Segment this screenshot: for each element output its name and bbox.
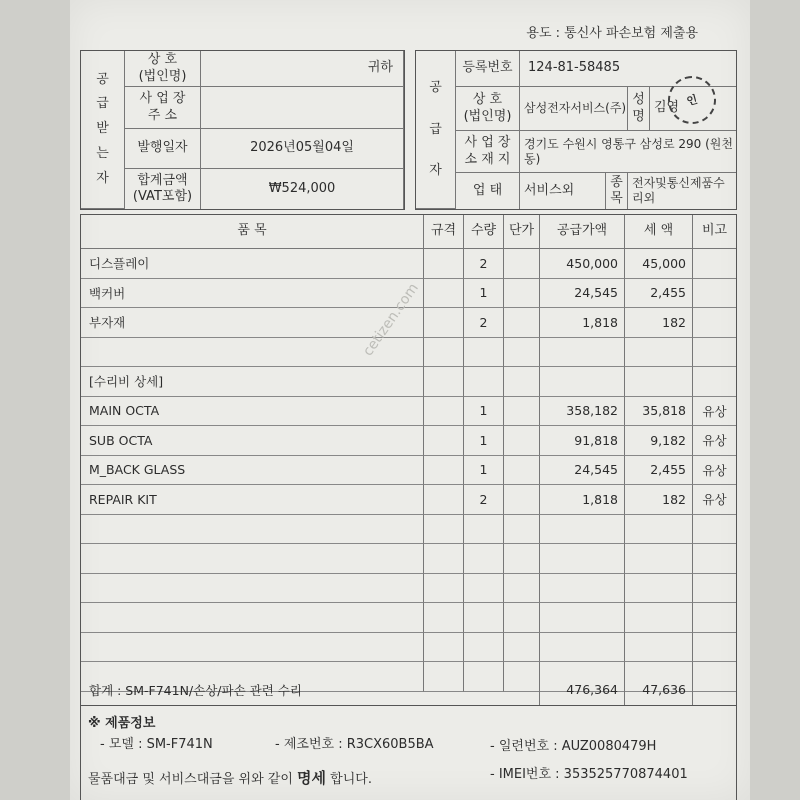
- row-note: [693, 249, 736, 279]
- row-spec: [424, 308, 464, 338]
- total-note: [693, 674, 736, 705]
- row-spec: [424, 338, 464, 368]
- row-supply: [540, 367, 625, 397]
- row-supply: [540, 574, 625, 604]
- table-row: [81, 515, 736, 545]
- row-supply: 24,545: [540, 279, 625, 309]
- row-spec: [424, 544, 464, 574]
- table-row: [81, 249, 736, 279]
- total-tax: 47,636: [625, 674, 693, 705]
- row-note: [693, 574, 736, 604]
- row-qty: 1: [464, 456, 504, 486]
- supplier-type-value: 서비스외: [520, 173, 606, 209]
- row-supply: [540, 338, 625, 368]
- row-unit: [504, 603, 540, 633]
- row-item: 백커버: [81, 279, 424, 309]
- row-qty: 2: [464, 485, 504, 515]
- row-unit: [504, 338, 540, 368]
- supplier-name-value: 삼성전자서비스(주): [520, 87, 628, 131]
- company-seal: 인: [663, 71, 722, 130]
- row-spec: [424, 456, 464, 486]
- row-tax: 182: [625, 485, 693, 515]
- receiver-box: [80, 50, 405, 210]
- receiver-date-value: 2026년05월04일: [201, 129, 404, 169]
- supplier-box: [415, 50, 737, 210]
- row-spec: [424, 397, 464, 427]
- table-row: [81, 574, 736, 604]
- row-tax: [625, 603, 693, 633]
- total-label: 합계 : SM-F741N/손상/파손 관련 수리: [81, 674, 540, 705]
- row-qty: 1: [464, 397, 504, 427]
- row-note: [693, 515, 736, 545]
- row-item: SUB OCTA: [81, 426, 424, 456]
- product-info-title: ※ 제품정보: [88, 716, 156, 731]
- supplier-item-value: 전자및통신제품수리외: [632, 176, 725, 205]
- product-model: - 모델 : SM-F741N: [100, 737, 213, 752]
- row-unit: [504, 515, 540, 545]
- row-tax: 35,818: [625, 397, 693, 427]
- row-tax: 2,455: [625, 279, 693, 309]
- transaction-statement: [70, 0, 750, 800]
- row-item: 부자재: [81, 308, 424, 338]
- row-spec: [424, 633, 464, 663]
- supplier-side-label: 공 급 자: [416, 51, 456, 209]
- supplier-address-value: 경기도 수원시 영통구 삼성로 290 (원천동): [520, 131, 736, 173]
- product-imei: - IMEI번호 : 353525770874401: [490, 767, 688, 782]
- header-unit: 단가: [504, 215, 540, 249]
- row-unit: [504, 367, 540, 397]
- row-supply: [540, 633, 625, 663]
- row-unit: [504, 574, 540, 604]
- row-item: MAIN OCTA: [81, 397, 424, 427]
- row-note: [693, 338, 736, 368]
- table-row: [81, 456, 736, 486]
- header-qty: 수량: [464, 215, 504, 249]
- row-qty: 2: [464, 308, 504, 338]
- row-item: 디스플레이: [81, 249, 424, 279]
- receiver-address-value: [201, 87, 404, 129]
- row-note: 유상: [693, 397, 736, 427]
- row-qty: [464, 603, 504, 633]
- row-spec: [424, 249, 464, 279]
- receiver-name-suffix: 귀하: [367, 60, 393, 76]
- row-unit: [504, 308, 540, 338]
- row-qty: [464, 574, 504, 604]
- row-spec: [424, 279, 464, 309]
- supplier-reg-label: 등록번호: [456, 51, 520, 87]
- row-supply: [540, 544, 625, 574]
- closing-bold: 명세: [297, 769, 327, 787]
- table-row: [81, 544, 736, 574]
- row-qty: [464, 633, 504, 663]
- table-row: [81, 426, 736, 456]
- row-spec: [424, 603, 464, 633]
- row-item: [81, 515, 424, 545]
- row-tax: 45,000: [625, 249, 693, 279]
- row-note: [693, 279, 736, 309]
- row-qty: 1: [464, 426, 504, 456]
- row-supply: 450,000: [540, 249, 625, 279]
- receiver-total-value: ₩524,000: [201, 169, 404, 209]
- row-unit: [504, 544, 540, 574]
- row-tax: [625, 338, 693, 368]
- row-spec: [424, 574, 464, 604]
- header-tax: 세 액: [625, 215, 693, 249]
- row-qty: [464, 515, 504, 545]
- row-note: 유상: [693, 485, 736, 515]
- header-item: 품 목: [81, 215, 424, 249]
- receiver-side-label: 공 급 받 는 자: [81, 51, 125, 209]
- row-note: [693, 308, 736, 338]
- receiver-address-label: 사 업 장 주 소: [125, 87, 201, 129]
- supplier-item-label: 종 목: [606, 173, 628, 209]
- supplier-rep-value: 김영: [650, 87, 736, 131]
- row-note: 유상: [693, 426, 736, 456]
- row-supply: 91,818: [540, 426, 625, 456]
- supplier-address-label: 사 업 장 소 재 지: [456, 131, 520, 173]
- row-spec: [424, 485, 464, 515]
- row-tax: [625, 574, 693, 604]
- row-unit: [504, 249, 540, 279]
- supplier-rep-label: 성 명: [628, 87, 650, 131]
- product-lot: - 일련번호 : AUZ0080479H: [490, 739, 657, 754]
- row-tax: [625, 367, 693, 397]
- product-serial: - 제조번호 : R3CX60B5BA: [275, 737, 434, 752]
- row-spec: [424, 426, 464, 456]
- row-tax: [625, 544, 693, 574]
- row-unit: [504, 485, 540, 515]
- supplier-type-label: 업 태: [456, 173, 520, 209]
- row-qty: 2: [464, 249, 504, 279]
- total-supply: 476,364: [540, 674, 625, 705]
- row-spec: [424, 367, 464, 397]
- row-supply: 1,818: [540, 308, 625, 338]
- row-item: [81, 633, 424, 663]
- receiver-name-label: 상 호 (법인명): [125, 51, 201, 87]
- row-supply: 358,182: [540, 397, 625, 427]
- table-row: [81, 603, 736, 633]
- watermark: cetizen.com: [360, 280, 422, 360]
- usage-text: 용도 : 통신사 파손보험 제출용: [526, 26, 698, 41]
- row-qty: [464, 544, 504, 574]
- table-row: [81, 485, 736, 515]
- row-unit: [504, 279, 540, 309]
- table-row: [81, 308, 736, 338]
- row-supply: [540, 603, 625, 633]
- table-row: [81, 633, 736, 663]
- table-header: [81, 215, 736, 249]
- supplier-reg-value: 124-81-58485: [520, 51, 736, 87]
- row-item: [81, 574, 424, 604]
- row-unit: [504, 397, 540, 427]
- row-item: REPAIR KIT: [81, 485, 424, 515]
- row-note: [693, 544, 736, 574]
- row-supply: 24,545: [540, 456, 625, 486]
- supplier-name-label: 상 호 (법인명): [456, 87, 520, 131]
- table-row: [81, 367, 736, 397]
- header-supply: 공급가액: [540, 215, 625, 249]
- row-tax: 2,455: [625, 456, 693, 486]
- row-supply: [540, 515, 625, 545]
- row-unit: [504, 633, 540, 663]
- receiver-date-label: 발행일자: [125, 129, 201, 169]
- row-note: 유상: [693, 456, 736, 486]
- header-note: 비고: [693, 215, 736, 249]
- table-row: [81, 338, 736, 368]
- receiver-name-value: [201, 51, 404, 87]
- row-note: [693, 367, 736, 397]
- row-item: [81, 544, 424, 574]
- row-item: [81, 603, 424, 633]
- row-tax: [625, 515, 693, 545]
- header-spec: 규격: [424, 215, 464, 249]
- row-unit: [504, 426, 540, 456]
- row-qty: [464, 338, 504, 368]
- closing-statement: 물품대금 및 서비스대금을 위와 같이 명세 합니다.: [88, 769, 372, 787]
- row-supply: 1,818: [540, 485, 625, 515]
- row-note: [693, 633, 736, 663]
- row-item: [수리비 상세]: [81, 367, 424, 397]
- row-spec: [424, 515, 464, 545]
- table-total-row: [81, 674, 736, 705]
- row-tax: 182: [625, 308, 693, 338]
- row-unit: [504, 456, 540, 486]
- row-item: M_BACK GLASS: [81, 456, 424, 486]
- row-qty: [464, 367, 504, 397]
- row-note: [693, 603, 736, 633]
- row-qty: 1: [464, 279, 504, 309]
- table-row: [81, 397, 736, 427]
- receiver-total-label: 합계금액 (VAT포함): [125, 169, 201, 209]
- row-tax: 9,182: [625, 426, 693, 456]
- row-tax: [625, 633, 693, 663]
